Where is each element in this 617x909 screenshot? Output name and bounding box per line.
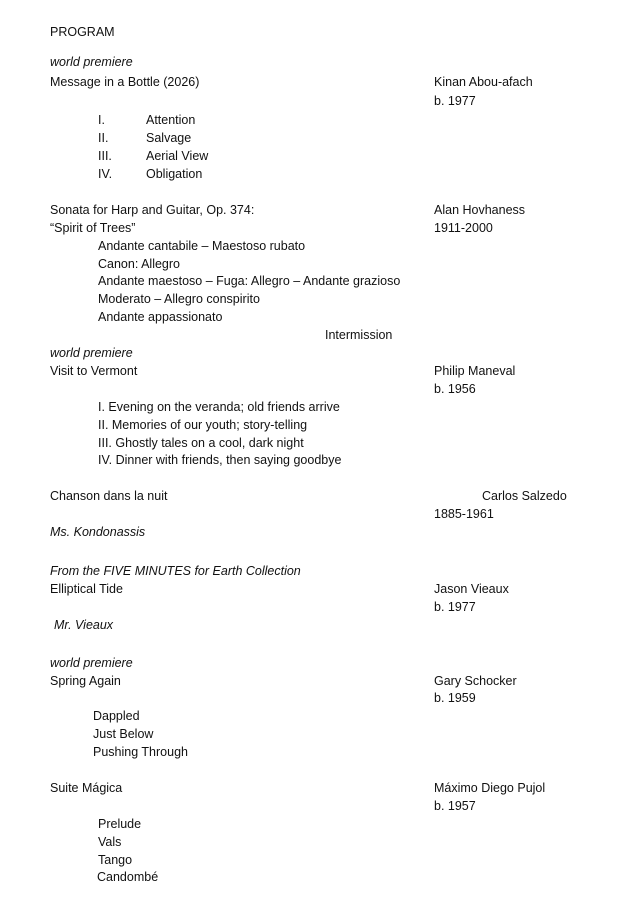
work-title: Chanson dans la nuit — [50, 489, 168, 503]
intermission-label: Intermission — [325, 328, 393, 342]
collection-note: From the FIVE MINUTES for Earth Collection — [50, 564, 301, 578]
movement: Canon: Allegro — [98, 257, 181, 271]
movement: III. Ghostly tales on a cool, dark night — [98, 436, 304, 450]
work-title: Sonata for Harp and Guitar, Op. 374: — [50, 203, 255, 217]
composer-name: Gary Schocker — [434, 674, 517, 688]
performer-credit: Mr. Vieaux — [54, 618, 114, 632]
movement: Just Below — [93, 727, 154, 741]
movement: IV. Dinner with friends, then saying goodbye — [98, 453, 342, 467]
composer-dates: b. 1977 — [434, 94, 476, 108]
movement: Vals — [98, 835, 122, 849]
premiere-note: world premiere — [50, 346, 133, 360]
movement: Prelude — [98, 817, 142, 831]
movement: I. Evening on the veranda; old friends arrive — [98, 400, 340, 414]
movement: Andante cantabile – Maestoso rubato — [98, 239, 306, 253]
movement: Dappled — [93, 709, 140, 723]
movement: Tango — [98, 853, 133, 867]
composer-name: Carlos Salzedo — [482, 489, 567, 503]
composer-name: Máximo Diego Pujol — [434, 781, 546, 795]
composer-name: Philip Maneval — [434, 364, 516, 378]
work-title: Spring Again — [50, 674, 121, 688]
movement: Andante maestoso – Fuga: Allegro – Andante grazioso — [98, 274, 401, 288]
movement-number: IV. — [98, 167, 113, 181]
performer-credit: Ms. Kondonassis — [50, 525, 146, 539]
premiere-note: world premiere — [50, 55, 133, 69]
movement: Andante appassionato — [98, 310, 223, 324]
work-title: Visit to Vermont — [50, 364, 138, 378]
movement-name: Obligation — [146, 167, 203, 181]
movement-name: Salvage — [146, 131, 192, 145]
premiere-note: world premiere — [50, 656, 133, 670]
movement-name: Aerial View — [146, 149, 209, 163]
work-title: Suite Mágica — [50, 781, 123, 795]
program-heading: PROGRAM — [50, 25, 115, 39]
movement-number: III. — [98, 149, 112, 163]
work-subtitle: “Spirit of Trees” — [50, 221, 136, 235]
movement-number: II. — [98, 131, 109, 145]
work-title: Message in a Bottle (2026) — [50, 75, 200, 89]
movement: II. Memories of our youth; story-telling — [98, 418, 308, 432]
movement: Pushing Through — [93, 745, 188, 759]
composer-dates: 1885-1961 — [434, 507, 494, 521]
composer-name: Kinan Abou-afach — [434, 75, 533, 89]
composer-name: Jason Vieaux — [434, 582, 509, 596]
movement-number: I. — [98, 113, 105, 127]
work-title: Elliptical Tide — [50, 582, 123, 596]
movement: Moderato – Allegro conspirito — [98, 292, 260, 306]
composer-name: Alan Hovhaness — [434, 203, 526, 217]
movement-name: Attention — [146, 113, 196, 127]
composer-dates: b. 1959 — [434, 691, 476, 705]
composer-dates: 1911-2000 — [434, 221, 493, 235]
composer-dates: b. 1977 — [434, 600, 476, 614]
movement: Candombé — [97, 870, 159, 884]
composer-dates: b. 1956 — [434, 382, 476, 396]
composer-dates: b. 1957 — [434, 799, 476, 813]
